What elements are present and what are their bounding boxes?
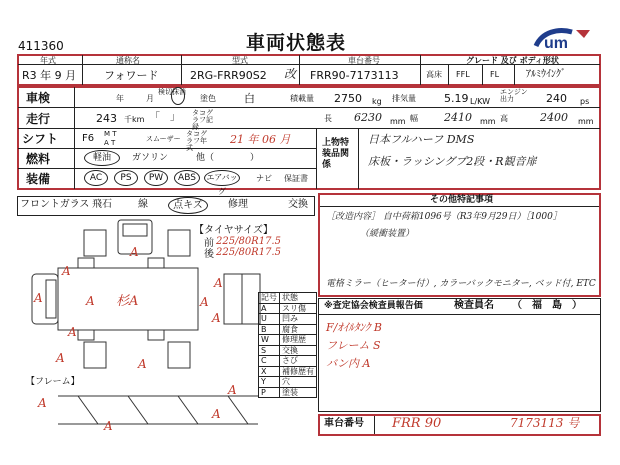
fuel-gasoline: ガソリン [132, 153, 169, 163]
shift-at: A T [104, 139, 116, 147]
capacity-value: 2750 [334, 92, 362, 105]
damage-mark: A [138, 357, 147, 371]
equip-navi: ナビ [256, 174, 272, 183]
damage-mark: A [200, 295, 209, 309]
damage-mark: A [228, 383, 237, 397]
height-label: 高 [500, 114, 508, 123]
name-value: フォワード [104, 69, 159, 82]
extras-line1: 日本フルハーフ DMS [368, 133, 475, 146]
inspector-title: ※査定協会検査員報告価 [324, 301, 423, 311]
damage-mark: A [104, 419, 113, 433]
inspector-box [318, 298, 601, 412]
shift-mt: M T [104, 130, 117, 138]
extras-line2: 床板・ラッシングプ2段・R観音扉 [368, 155, 537, 168]
col-model: 型式 [232, 56, 248, 65]
height-unit: mm [578, 117, 594, 126]
windshield-stone: 飛石 [92, 199, 112, 210]
engine-label: エンジン出力 [500, 88, 528, 103]
fuel-other: 他（ ） [196, 153, 260, 163]
insp-year: 年 [116, 94, 124, 103]
inspector-note: F/ｵｲﾙﾀﾝｸ B [326, 321, 382, 334]
equip-abs: ABS [174, 170, 200, 186]
inspector-note: フレーム S [326, 339, 381, 352]
tire-title: 【タイヤサイズ】 [194, 225, 273, 236]
fuel-label: 燃料 [26, 152, 51, 166]
height-value: 2400 [540, 111, 568, 124]
tire-front-value: 225/80R17.5 [216, 236, 281, 247]
windshield-scratch: 点キズ [168, 197, 208, 214]
grade-value: ｱﾙﾐｳｲﾝｸﾞ [526, 69, 566, 80]
exhaust-value: 5.19 [444, 92, 469, 105]
mileage-value: 243 [96, 112, 117, 125]
tacho-label: タコグラフ記録 [192, 109, 213, 131]
footer-chassis-label: 車台番号 [324, 418, 364, 429]
footer-chassis-value-1: FRR 90 [392, 416, 442, 431]
extras-label: 上物特装品関係 [322, 138, 350, 170]
insp-month: 月 [146, 94, 154, 103]
insp-massho: 抹消 [172, 88, 186, 96]
insp-kenjo: 検切 [158, 88, 172, 96]
damage-mark: A [212, 311, 221, 325]
tacho2-label: タコグラフ年式 [186, 130, 207, 152]
equip-airbag: エアバッグ [204, 170, 240, 186]
model-value: 2RG-FRR90S2 [190, 69, 267, 82]
chassis-value: FRR90-7173113 [310, 69, 399, 82]
windshield-line: 線 [138, 199, 148, 210]
length-label: 長 [324, 114, 332, 123]
damage-mark: A [86, 294, 95, 308]
inspection-label: 車検 [26, 91, 51, 105]
col-year: 年式 [40, 56, 56, 65]
damage-mark: A [68, 325, 77, 339]
shift-value: F6 [82, 133, 95, 144]
roof-label: 高床 [426, 70, 442, 79]
fl-label: FL [490, 70, 500, 79]
color-value: 白 [244, 92, 255, 105]
truck-diagram [18, 218, 288, 458]
inspector-name-value: （ 福 島 ） [512, 300, 582, 311]
tire-front-label: 前 [204, 238, 214, 249]
mileage-unit: 千km [124, 115, 145, 124]
engine-unit: ps [580, 97, 590, 106]
exhaust-label: 排気量 [392, 94, 416, 103]
length-unit: mm [390, 117, 406, 126]
frame-label: 【フレーム】 [26, 377, 80, 387]
tacho2-value: 21 年 06 月 [230, 133, 291, 146]
legend-table: 記号 状態 A スリ傷 U 凹み B 腐食 W 修理歴 S 交換 C さび X 補修歴有 Y 穴 P 塗装 [258, 292, 317, 398]
damage-mark: A [212, 407, 221, 421]
windshield-label: フロントガラス [20, 199, 90, 210]
equip-warranty: 保証書 [284, 174, 308, 183]
tire-rear-value: 225/80R17.5 [216, 247, 281, 258]
width-value: 2410 [444, 111, 472, 124]
footer-chassis-value-2: 7173113 号 [510, 416, 580, 430]
windshield-repair: 修理 [228, 199, 248, 210]
equip-ac: AC [84, 170, 108, 186]
inspector-name-label: 検査員名 [454, 300, 494, 311]
damage-mark: A [62, 264, 71, 278]
mileage-bracket: 「 」 [150, 112, 180, 123]
inspector-note: バン内 A [326, 357, 371, 370]
page-title: 車両状態表 [246, 32, 347, 54]
col-name: 通称名 [116, 56, 140, 65]
year-value: R3 年 9 月 [22, 69, 77, 82]
exhaust-unit: L/KW [470, 97, 491, 106]
special-line2: （緩衝装置） [360, 229, 415, 239]
damage-mark: A [56, 351, 65, 365]
col-chassis: 車台番号 [348, 56, 380, 65]
col-grade: グレード 及び ボディ形状 [466, 56, 559, 65]
doc-id: 411360 [18, 39, 64, 53]
capacity-unit: kg [372, 97, 382, 106]
special-line3: 電格ミラー（ヒーター付）, カラーバックモニター, ベッド付, ETC [326, 279, 596, 289]
svg-text:um: um [544, 35, 568, 52]
capacity-label: 積載量 [290, 94, 314, 103]
model-handwritten: 改 [284, 67, 297, 81]
width-unit: mm [480, 117, 496, 126]
width-label: 幅 [410, 114, 418, 123]
mileage-label: 走行 [26, 112, 51, 126]
windshield-replace: 交換 [288, 199, 308, 210]
equip-label: 装備 [26, 172, 51, 186]
special-line1: ［改造内容］ 自中荷箱1096号（R3年9月29日）［1000］ [326, 212, 562, 222]
engine-value: 240 [546, 92, 567, 105]
company-logo [532, 26, 594, 52]
fuel-diesel: 軽油 [84, 150, 120, 166]
shift-label: シフト [22, 132, 59, 146]
insp-circle [171, 87, 185, 105]
damage-mark: A [34, 291, 43, 305]
length-value: 6230 [354, 111, 382, 124]
damage-mark: 杉A [116, 294, 139, 309]
damage-mark: A [214, 276, 223, 290]
speed-label: スムーザー [146, 135, 181, 143]
damage-mark: A [130, 245, 139, 259]
ffl-label: FFL [456, 70, 470, 79]
tire-rear-label: 後 [204, 249, 214, 260]
special-title: その他特記事項 [430, 195, 494, 205]
damage-mark: A [38, 396, 47, 410]
equip-ps: PS [114, 170, 138, 186]
equip-pw: PW [144, 170, 168, 186]
color-label: 塗色 [200, 94, 216, 103]
